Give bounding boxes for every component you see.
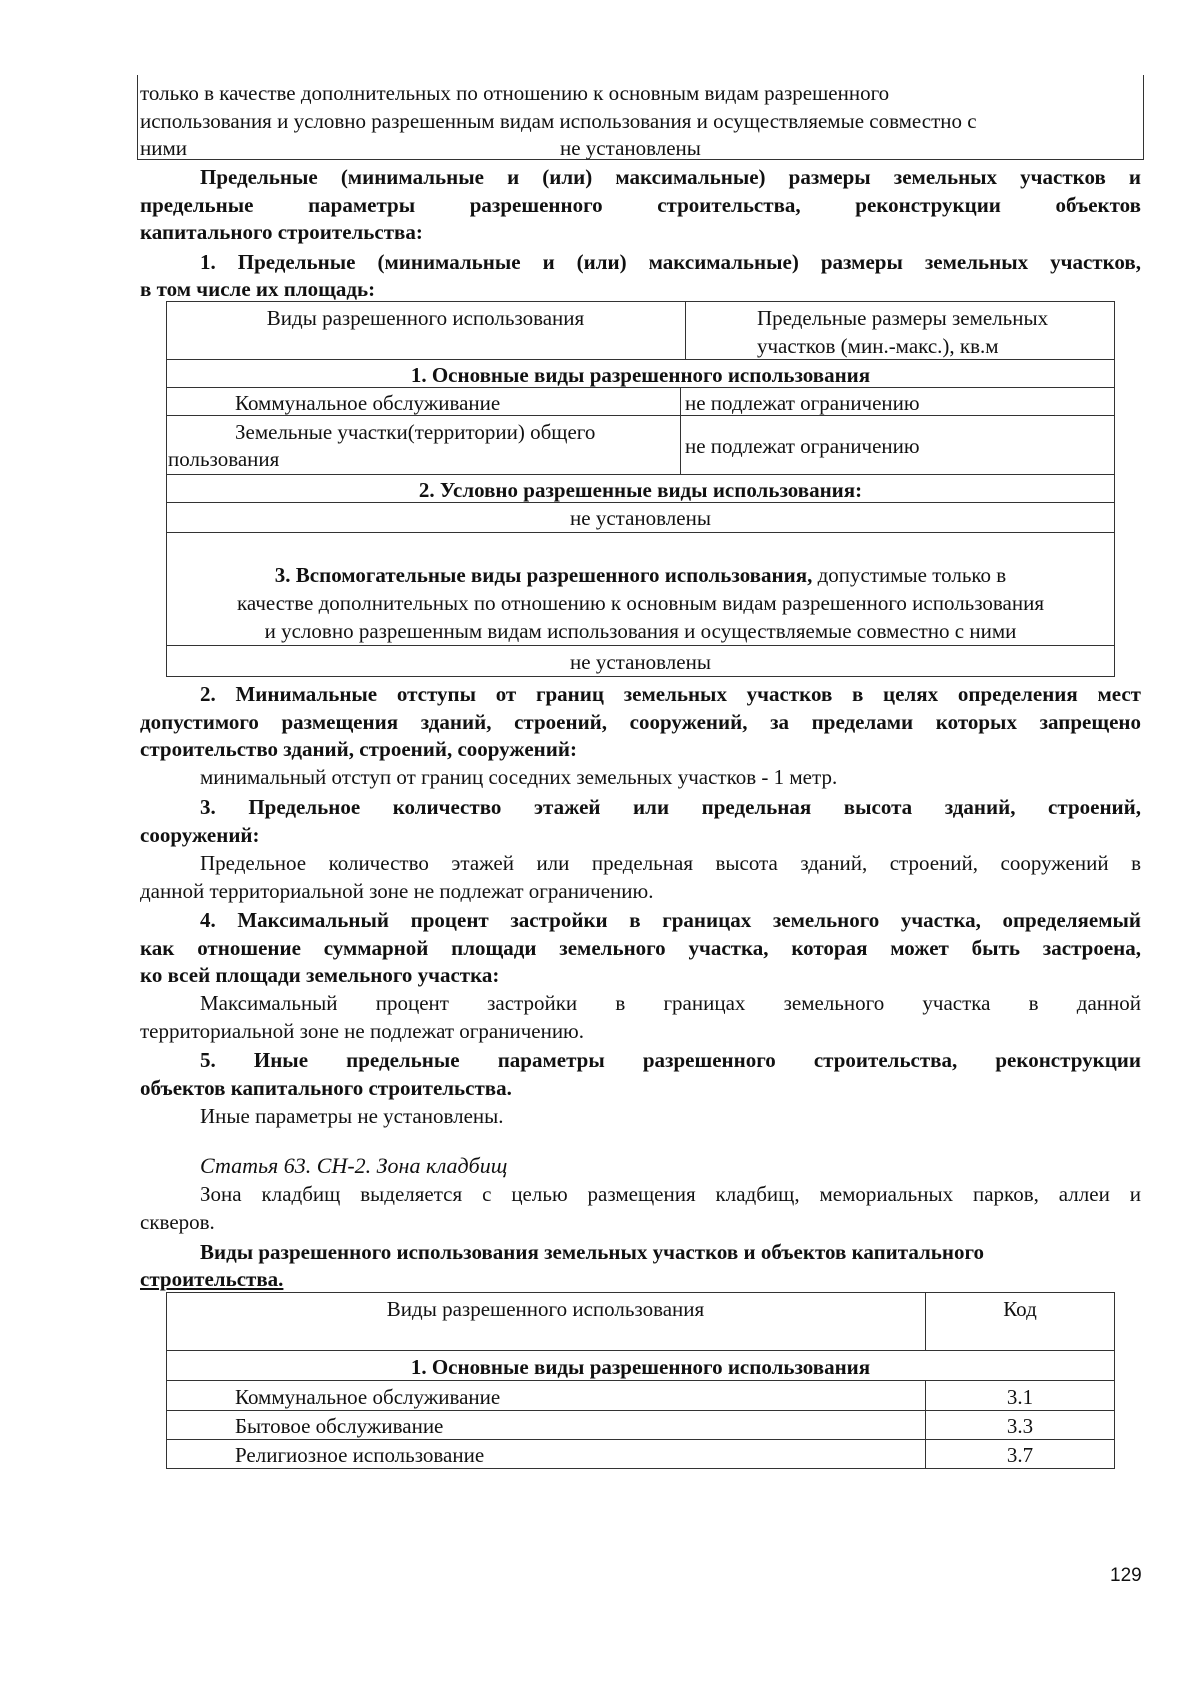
section3-heading-line-2: сооружений: [140,823,260,847]
limits-col1-header: Виды разрешенного использования [266,306,585,330]
limits-heading-line-1: Предельные (минимальные и (или) максимальные) размеры земельных участков и [200,165,1141,189]
section5-heading-line-1: 5. Иные предельные параметры разрешенного строительства, реконструкции [200,1048,1141,1072]
limits-row-2-name-line-2: пользования [168,447,280,471]
article-63-uses-heading-line-2: строительства. [140,1267,284,1291]
limits-group3-line-3: и условно разрешенным видам использования и осуществляемые совместно с ними [264,619,1017,643]
section4-text-line-2: территориальной зоне не подлежат ограничению. [140,1019,584,1043]
uses-row-2-code: 3.3 [1006,1414,1034,1438]
limits-group3-title-rest: допустимые только в [817,563,1007,587]
limits-row-1-name: Коммунальное обслуживание [235,391,501,415]
fragment-line-2: использования и условно разрешенным видам использования и осуществляемые совместно с [140,109,977,133]
fragment-line-3-left: ними [140,136,188,160]
fragment-line-1: только в качестве дополнительных по отношению к основным видам разрешенного [140,81,890,105]
section3-text-line-2: данной территориальной зоне не подлежат ограничению. [140,879,654,903]
uses-col1-header: Виды разрешенного использования [386,1297,705,1321]
uses-row-2-name: Бытовое обслуживание [235,1414,444,1438]
limits-group3-value: не установлены [570,650,711,674]
section2-heading-line-2: допустимого размещения зданий, строений, сооружений, за пределами которых запрещено [140,710,1141,734]
limits-table-rule [166,532,1115,533]
section2-heading-line-3: строительство зданий, строений, сооружений: [140,737,577,761]
uses-group1-title: 1. Основные виды разрешенного использования [410,1355,871,1379]
page-number: 129 [1110,1565,1142,1586]
limits-row-1-value: не подлежат ограничению [685,391,920,415]
limits-group3-title-bold: 3. Вспомогательные виды разрешенного использования, [274,563,813,587]
section1-heading-line-2: в том числе их площадь: [140,277,376,301]
uses-row-1-code: 3.1 [1006,1385,1034,1409]
section3-text-line-1: Предельное количество этажей или предельная высота зданий, строений, сооружений в [200,851,1141,875]
section4-text-line-1: Максимальный процент застройки в границах земельного участка в данной [200,991,1141,1015]
article-63-title: Статья 63. СН-2. Зона кладбищ [200,1153,508,1178]
limits-table-rule [166,474,1115,475]
section1-heading-line-1: 1. Предельные (минимальные и (или) максимальные) размеры земельных участков, [200,250,1141,274]
article-63-uses-heading-line-1: Виды разрешенного использования земельных участков и объектов капитального [200,1240,985,1264]
limits-table-row-divider [680,387,681,474]
fragment-value: не установлены [560,136,701,160]
limits-col2-header-line-1: Предельные размеры земельных [757,306,1049,330]
article-63-text-line-2: скверов. [140,1210,215,1234]
limits-table-header-divider [685,301,686,359]
uses-col2-header: Код [1003,1297,1037,1321]
fragment-right-border [1143,75,1144,160]
uses-table-rule [166,1350,1115,1351]
section4-heading-line-1: 4. Максимальный процент застройки в границах земельного участка, определяемый [200,908,1141,932]
limits-heading-line-3: капитального строительства: [140,220,423,244]
section3-heading-line-1: 3. Предельное количество этажей или предельная высота зданий, строений, [200,795,1141,819]
uses-row-3-name: Религиозное использование [235,1443,485,1467]
limits-row-2-name-line-1: Земельные участки(территории) общего [235,420,596,444]
section5-heading-line-2: объектов капитального строительства. [140,1076,512,1100]
limits-heading-line-2: предельные параметры разрешенного строительства, реконструкции объектов [140,193,1141,217]
limits-table-rule [166,645,1115,646]
section2-text: минимальный отступ от границ соседних земельных участков - 1 метр. [200,765,838,789]
limits-group2-value: не установлены [570,506,711,530]
section2-heading-line-1: 2. Минимальные отступы от границ земельных участков в целях определения мест [200,682,1141,706]
section4-heading-line-3: ко всей площади земельного участка: [140,963,500,987]
limits-group3-line-2: качестве дополнительных по отношению к основным видам разрешенного использования [236,591,1045,615]
limits-group2-title: 2. Условно разрешенные виды использования: [418,478,863,502]
uses-row-1-name: Коммунальное обслуживание [235,1385,501,1409]
section5-text: Иные параметры не установлены. [200,1104,504,1128]
article-63-text-line-1: Зона кладбищ выделяется с целью размещения кладбищ, мемориальных парков, аллеи и [200,1182,1141,1206]
limits-col2-header-line-2: участков (мин.-макс.), кв.м [757,334,999,358]
limits-row-2-value: не подлежат ограничению [685,434,920,458]
uses-row-3-code: 3.7 [1006,1443,1034,1467]
limits-group1-title: 1. Основные виды разрешенного использования [410,363,871,387]
fragment-left-border [137,75,138,160]
section4-heading-line-2: как отношение суммарной площади земельного участка, которая может быть застроена, [140,936,1141,960]
limits-group3-title [166,563,1115,588]
